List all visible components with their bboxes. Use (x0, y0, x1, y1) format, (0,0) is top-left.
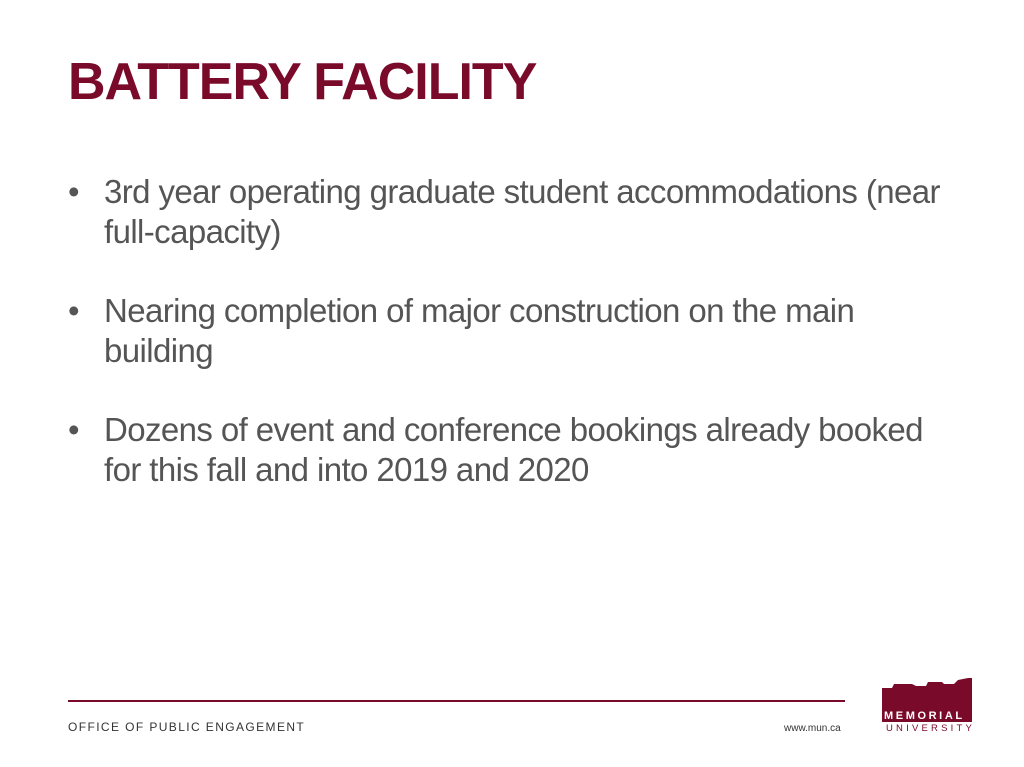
bullet-list (68, 172, 948, 529)
slide-title: BATTERY FACILITY (68, 53, 537, 111)
footer-divider (68, 700, 845, 702)
memorial-university-logo (880, 678, 976, 738)
bullet-text: 3rd year operating graduate student accommodations (near full-capacity) (104, 173, 940, 250)
bullet-item (68, 172, 948, 252)
footer-url: www.mun.ca (784, 723, 841, 734)
bullet-item (68, 291, 948, 371)
bullet-text: Nearing completion of major construction on the main building (104, 292, 855, 369)
bullet-text: Dozens of event and conference bookings already booked for this fall and into 2019 and 2020 (104, 411, 923, 488)
logo-word-university: UNIVERSITY (886, 723, 976, 734)
bullet-dot-icon: • (68, 411, 79, 448)
bullet-dot-icon: • (68, 173, 79, 210)
bullet-item (68, 410, 948, 490)
footer-office-label: OFFICE OF PUBLIC ENGAGEMENT (68, 720, 306, 734)
logo-word-memorial: MEMORIAL (884, 710, 965, 722)
bullet-dot-icon: • (68, 292, 79, 329)
